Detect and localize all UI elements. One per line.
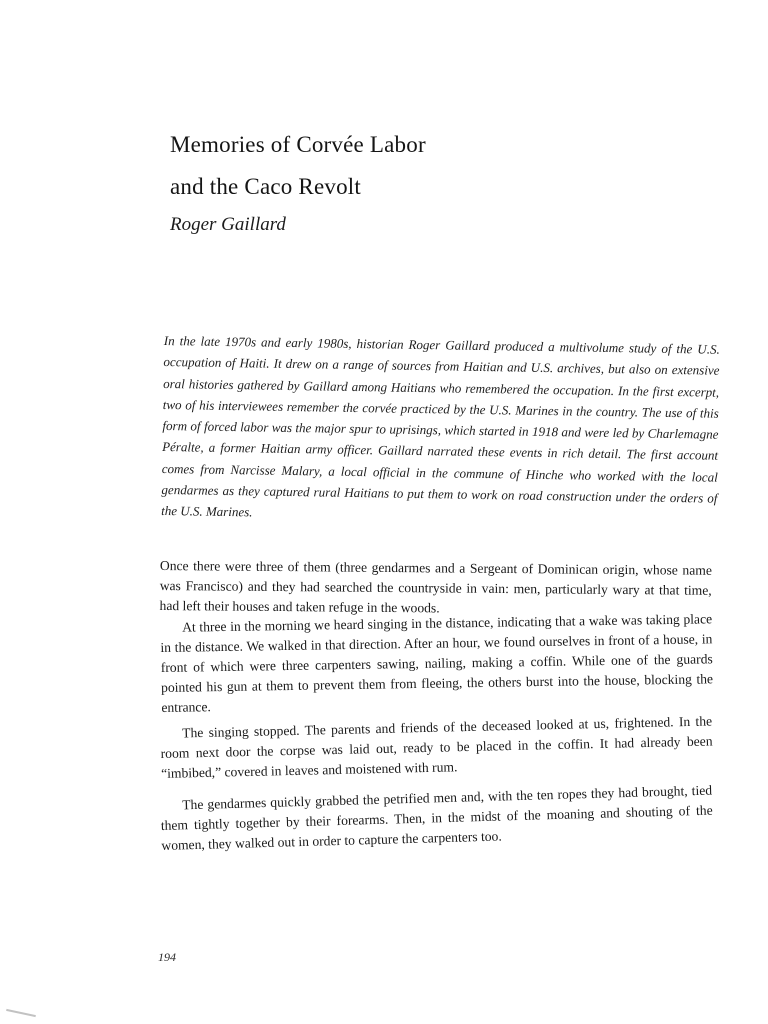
chapter-header: [170, 124, 690, 238]
editor-introduction: In the late 1970s and early 1980s, historian Roger Gaillard produced a multivolume study of the U.S. occupation of Haiti. It drew on a range of sources from Haitian and U.S. archives, but also on extensive oral histories gathered by Gaillard among Haitians who remembered the occupation. In the first excerpt, two of his interviewees remember the corvée practiced by the U.S. Marines in the country. The use of this form of forced labor was the major spur to uprisings, which started in 1918 and were led by Charlemagne Péralte, a former Haitian army officer. Gaillard narrated these events in rich detail. The first account comes from Narcisse Malary, a local official in the commune of Hinche who worked with the local gendarmes as they captured rural Haitians to put them to work on road construction under the orders of the U.S. Marines.: [161, 332, 720, 520]
chapter-title-line-2: and the Caco Revolt: [170, 174, 361, 199]
chapter-title-line-1: Memories of Corvée Labor: [170, 132, 426, 157]
body-paragraph-2: At three in the morning we heard singing in the distance, indicating that a wake was taking place in the distance. We walked in that direction. After an hour, we found ourselves in front of a house, in front of which were three carpenters sawing, nailing, making a coffin. While one of the guards pointed his gun at them to prevent them from fleeing, the others burst into the house, blocking the entrance.: [160, 611, 714, 715]
body-paragraph-3: The singing stopped. The parents and friends of the deceased looked at us, frightened. In the room next door the corpse was laid out, ready to be placed in the coffin. It had already been “imbibed,” covered in leaves and moistened with rum.: [160, 713, 713, 781]
page-number: 194: [158, 950, 176, 964]
body-text: [160, 556, 712, 856]
body-paragraph-4: The gendarmes quickly grabbed the petrified men and, with the ten ropes they had brought, tied them tightly together by their forearms. Then, in the midst of the moaning and shouting of the women, they walked out in order to capture the carpenters too.: [160, 782, 713, 853]
chapter-author: Roger Gaillard: [170, 214, 286, 235]
scan-artifact-mark: [6, 1009, 36, 1017]
body-paragraph-1: Once there were three of them (three gendarmes and a Sergeant of Dominican origin, whose name was Francisco) and they had searched the countryside in vain: men, particularly wary at that time, had left their houses and taken refuge in the woods.: [159, 557, 712, 616]
